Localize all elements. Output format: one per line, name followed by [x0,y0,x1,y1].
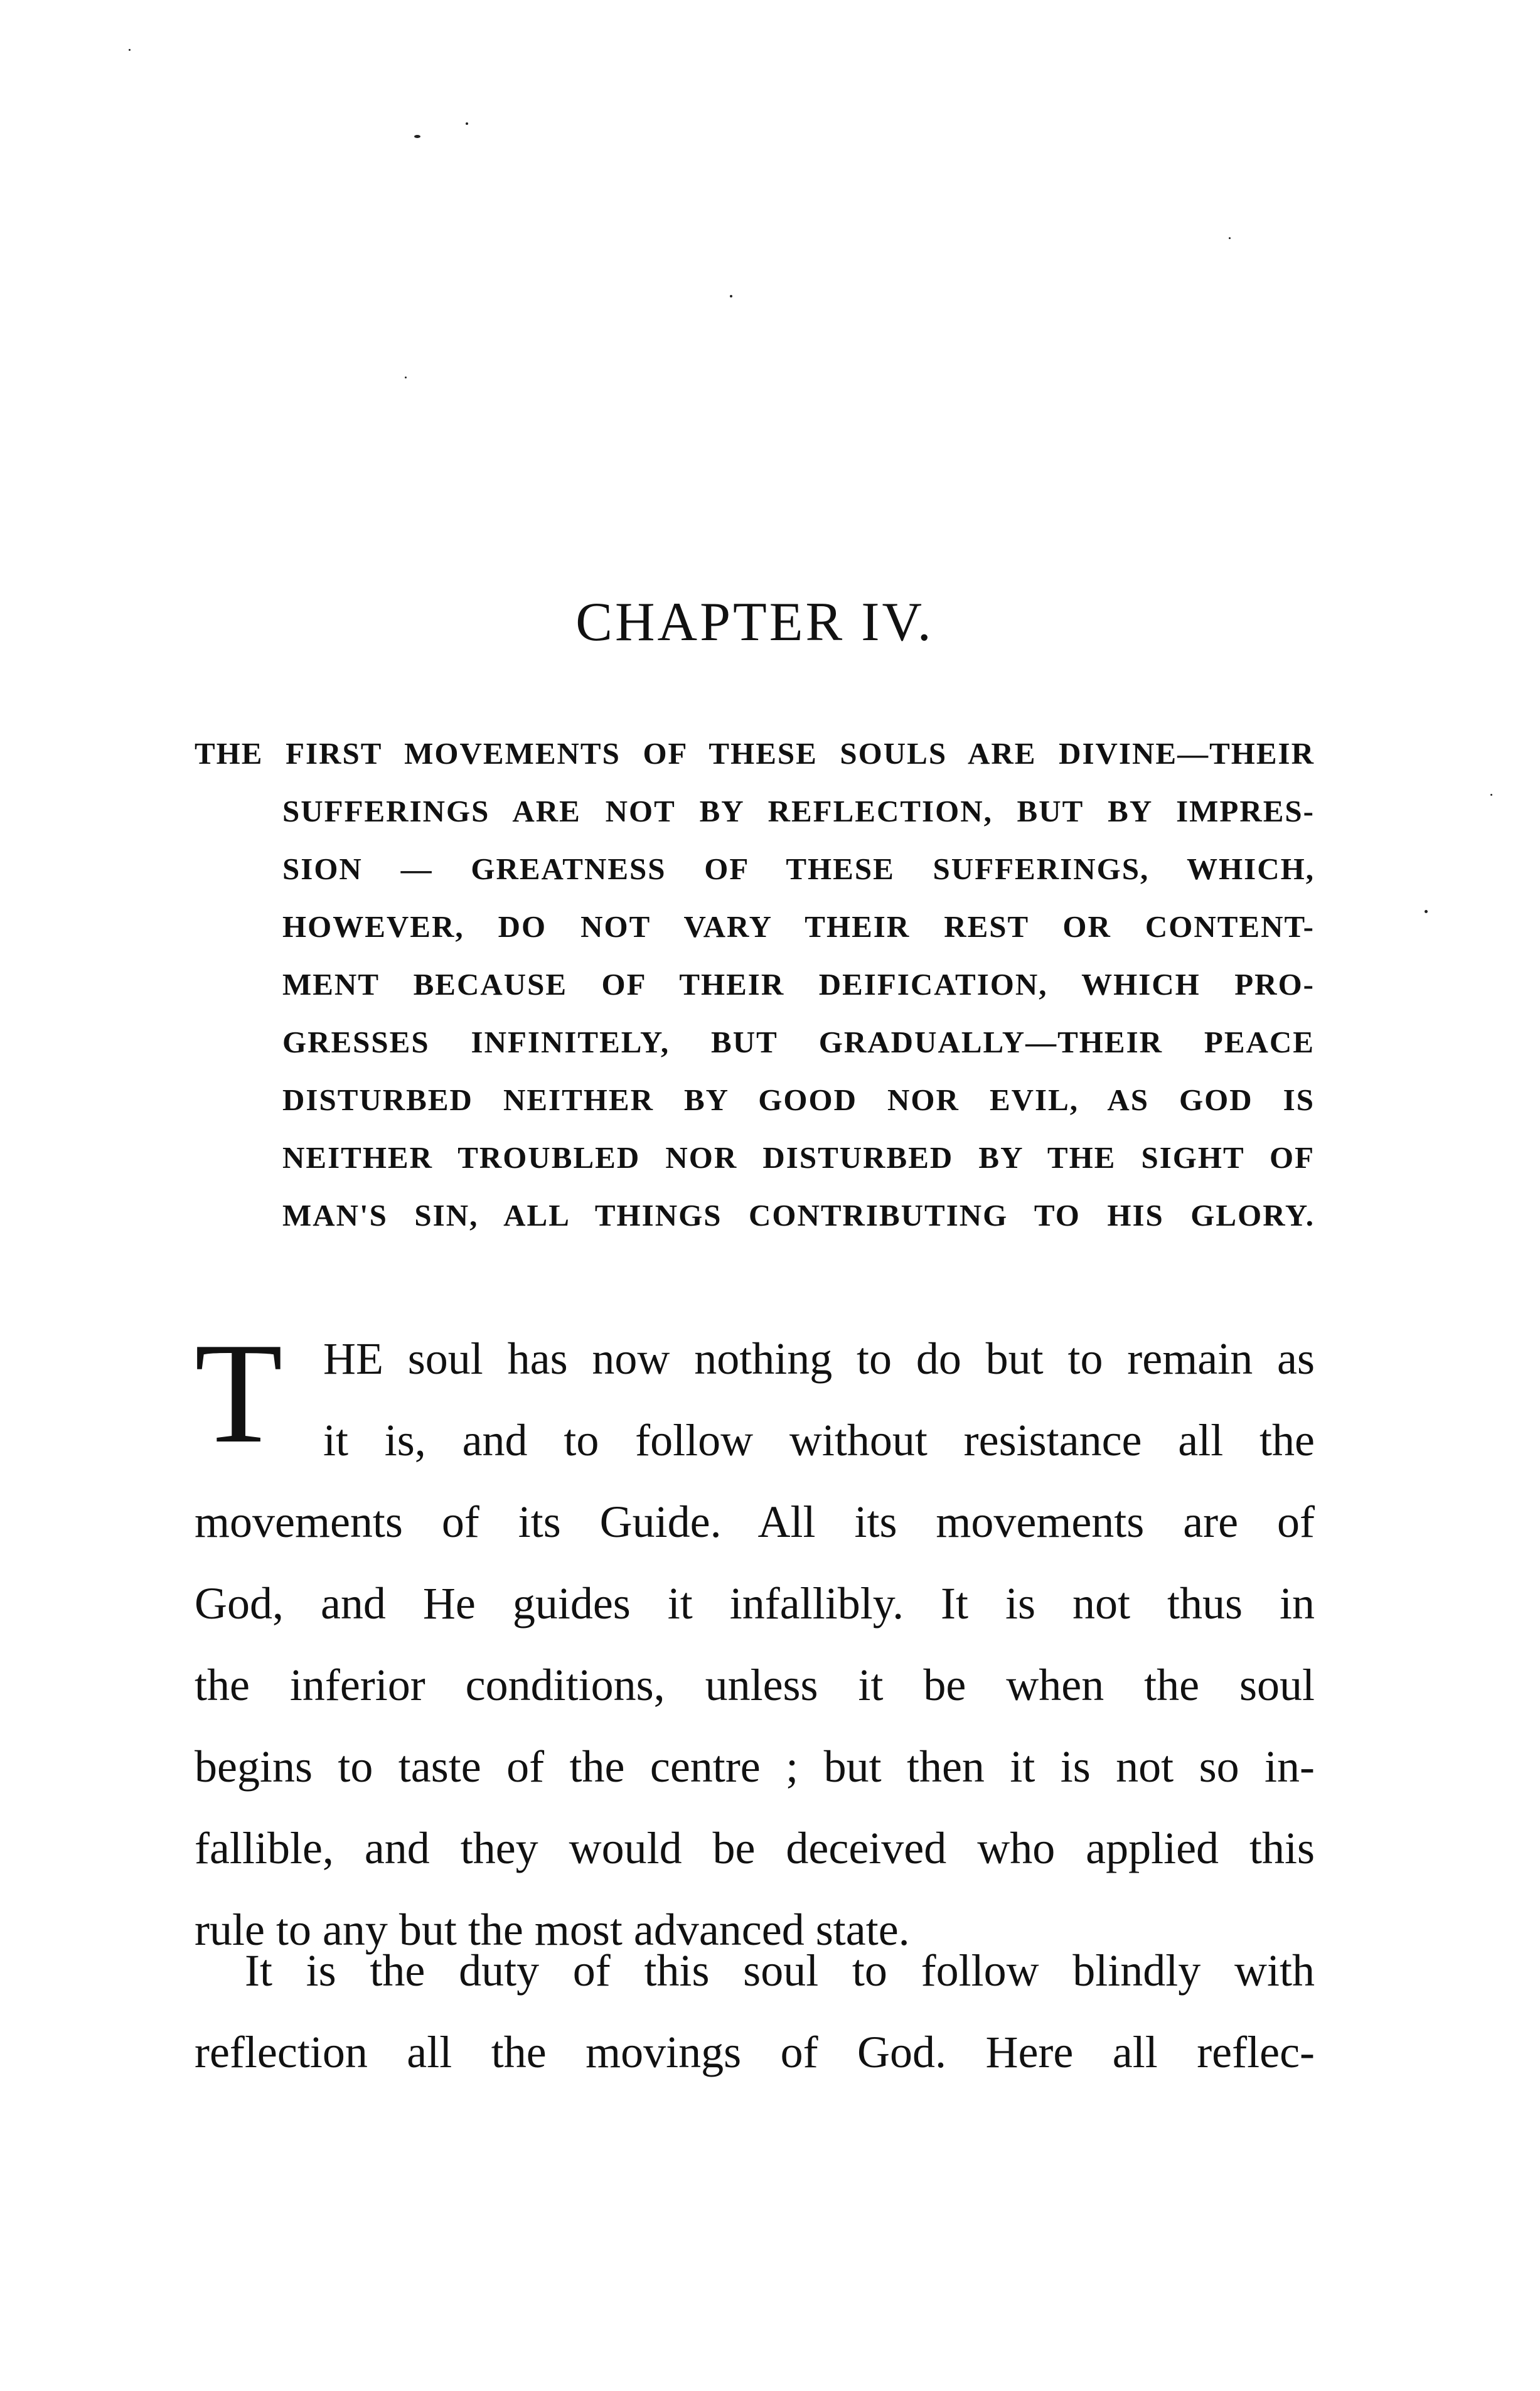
scan-speck [405,377,407,378]
summary-line: SUFFERINGS ARE NOT BY REFLECTION, BUT BY IMPRES- [282,794,1315,828]
scan-speck [129,49,131,51]
scan-speck [414,135,420,138]
summary-line: SION — GREATNESS OF THESE SUFFERINGS, WHICH, [282,852,1315,886]
summary-line: MAN'S SIN, ALL THINGS CONTRIBUTING TO HIS GLORY. [282,1198,1315,1233]
text-line: HE soul has now nothing to do but to remain as [323,1334,1315,1384]
text-line: rule to any but the most advanced state. [195,1905,910,1955]
chapter-title: CHAPTER IV. [575,592,934,653]
text-line: begins to taste of the centre ; but then it is not so in- [195,1741,1315,1792]
summary-line: THE FIRST MOVEMENTS OF THESE SOULS ARE DIVINE—THEIR [195,736,1315,771]
scan-speck [1425,910,1428,913]
scan-speck [1490,794,1492,796]
text-line: God, and He guides it infallibly. It is not thus in [195,1578,1315,1629]
text-line: the inferior conditions, unless it be when the soul [195,1660,1315,1710]
summary-line: DISTURBED NEITHER BY GOOD NOR EVIL, AS GOD IS [282,1083,1315,1117]
text-line: reflection all the movings of God. Here all reflec- [195,2027,1315,2077]
paragraph-2 [195,1930,1315,2093]
summary-line: HOWEVER, DO NOT VARY THEIR REST OR CONTENT- [282,909,1315,944]
text-line: movements of its Guide. All its movements are of [195,1497,1315,1547]
drop-cap: T [195,1313,283,1473]
text-line: fallible, and they would be deceived who applied this [195,1823,1315,1873]
chapter-summary [195,725,1315,1244]
scan-speck [1229,237,1231,239]
text-line: it is, and to follow without resistance all the [323,1415,1315,1465]
text-line: It is the duty of this soul to follow blindly with [245,1945,1315,1996]
summary-line: MENT BECAUSE OF THEIR DEIFICATION, WHICH PRO- [282,967,1315,1002]
summary-line: GRESSES INFINITELY, BUT GRADUALLY—THEIR PEACE [282,1025,1315,1059]
scan-speck [466,122,468,125]
summary-line: NEITHER TROUBLED NOR DISTURBED BY THE SIGHT OF [282,1140,1315,1175]
paragraph-1 [195,1313,1315,1971]
scan-speck [730,295,732,297]
